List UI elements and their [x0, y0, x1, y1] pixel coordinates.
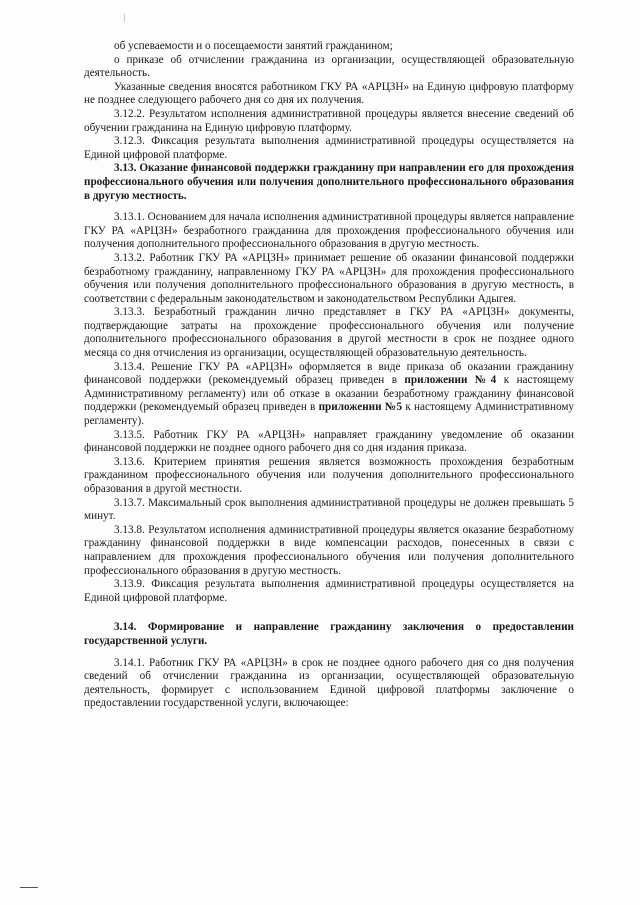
paragraph-3-13-6: 3.13.6. Критерием принятия решения является возможность прохождения безработным гражданином профессионального обучения или получения дополнительного профессионального образования в другой местности. [84, 455, 574, 495]
paragraph: Указанные сведения вносятся работником ГКУ РА «АРЦЗН» на Единую цифровую платформу не позднее следующего рабочего дня со дня их получения. [84, 80, 574, 107]
paragraph: о приказе об отчислении гражданина из организации, осуществляющей образовательную деятельность. [84, 53, 574, 80]
appendix-5-reference: приложении №5 [318, 401, 403, 414]
scan-artifact [124, 14, 125, 22]
text-segment: к настоящему Административному регламенту) или об отказе в оказании безработному гражданину финансовой поддержки (рекомендуемый образец приведен в [84, 374, 575, 414]
paragraph-3-13-8: 3.13.8. Результатом исполнения административной процедуры является оказание безработному гражданину финансовой поддержки в виде компенсации расходов, понесенных в связи с направлением для прохождения профессионального обучения или получения дополнительного профессионального образования в другую местность. [84, 523, 574, 577]
paragraph-3-13-9: 3.13.9. Фиксация результата выполнения административной процедуры осуществляется на Единой цифровой платформе. [84, 578, 574, 604]
section-heading-3-13: 3.13. Оказание финансовой поддержки гражданину при направлении его для прохождения профессионального обучения или получения дополнительного профессионального образования в другую местность. [84, 162, 574, 202]
paragraph-3-13-2: 3.13.2. Работник ГКУ РА «АРЦЗН» принимает решение об оказании финансовой поддержки безработному гражданину, направленному ГКУ РА «АРЦЗН» для прохождения профессионального обучения или получения дополнительного профессионального образования в другую местность, в соответствии с федеральным законодательством и законодательством Республики Адыгея. [84, 251, 574, 305]
text-segment: 3.13.4. Решение ГКУ РА «АРЦЗН» оформляется в виде приказа об оказании гражданину финансовой поддержки (рекомендуемый образец приведен в [84, 360, 574, 387]
paragraph-3-13-5: 3.13.5. Работник ГКУ РА «АРЦЗН» направляет гражданину уведомление об оказании финансовой поддержки не позднее одного рабочего дня со дня издания приказа. [84, 428, 574, 455]
appendix-4-reference: приложении №4 [404, 374, 497, 387]
section-heading-3-14: 3.14. Формирование и направление гражданину заключения о предоставлении государственной услуги. [84, 621, 574, 647]
page-corner-rule [20, 887, 38, 888]
document-body [84, 40, 574, 711]
paragraph: об успеваемости и о посещаемости занятий гражданином; [114, 40, 393, 52]
paragraph-3-13-1: 3.13.1. Основанием для начала исполнения административной процедуры является направление ГКУ РА «АРЦЗН» безработного гражданина для прохождения профессионального обучения или получения дополнительного профессионального образования в другую местность. [84, 211, 574, 251]
paragraph-3-13-3: 3.13.3. Безработный гражданин лично представляет в ГКУ РА «АРЦЗН» документы, подтверждающие затраты на прохождение профессионального обучения или получение дополнительного профессионального образования в другой местности в срок не позднее одного месяца со дня отчисления из организации, осуществляющей образовательную деятельность. [84, 306, 574, 360]
paragraph-3-14-1: 3.14.1. Работник ГКУ РА «АРЦЗН» в срок не позднее одного рабочего дня со дня получения сведений об отчислении гражданина из организации, осуществляющей образовательную деятельность, формирует с использованием Единой цифровой платформы заключение о предоставлении государственной услуги, включающее: [84, 656, 574, 710]
paragraph-3-13-4 [84, 361, 574, 429]
paragraph-3-12-2: 3.12.2. Результатом исполнения административной процедуры является внесение сведений об обучении гражданина на Единую цифровую платформу. [84, 107, 574, 134]
text-segment: к настоящему Административному регламенту). [84, 401, 574, 428]
paragraph-3-12-3: 3.12.3. Фиксация результата выполнения административной процедуры осуществляется на Единой цифровой платформе. [84, 135, 574, 161]
paragraph-3-13-7: 3.13.7. Максимальный срок выполнения административной процедуры не должен превышать 5 минут. [84, 496, 574, 523]
